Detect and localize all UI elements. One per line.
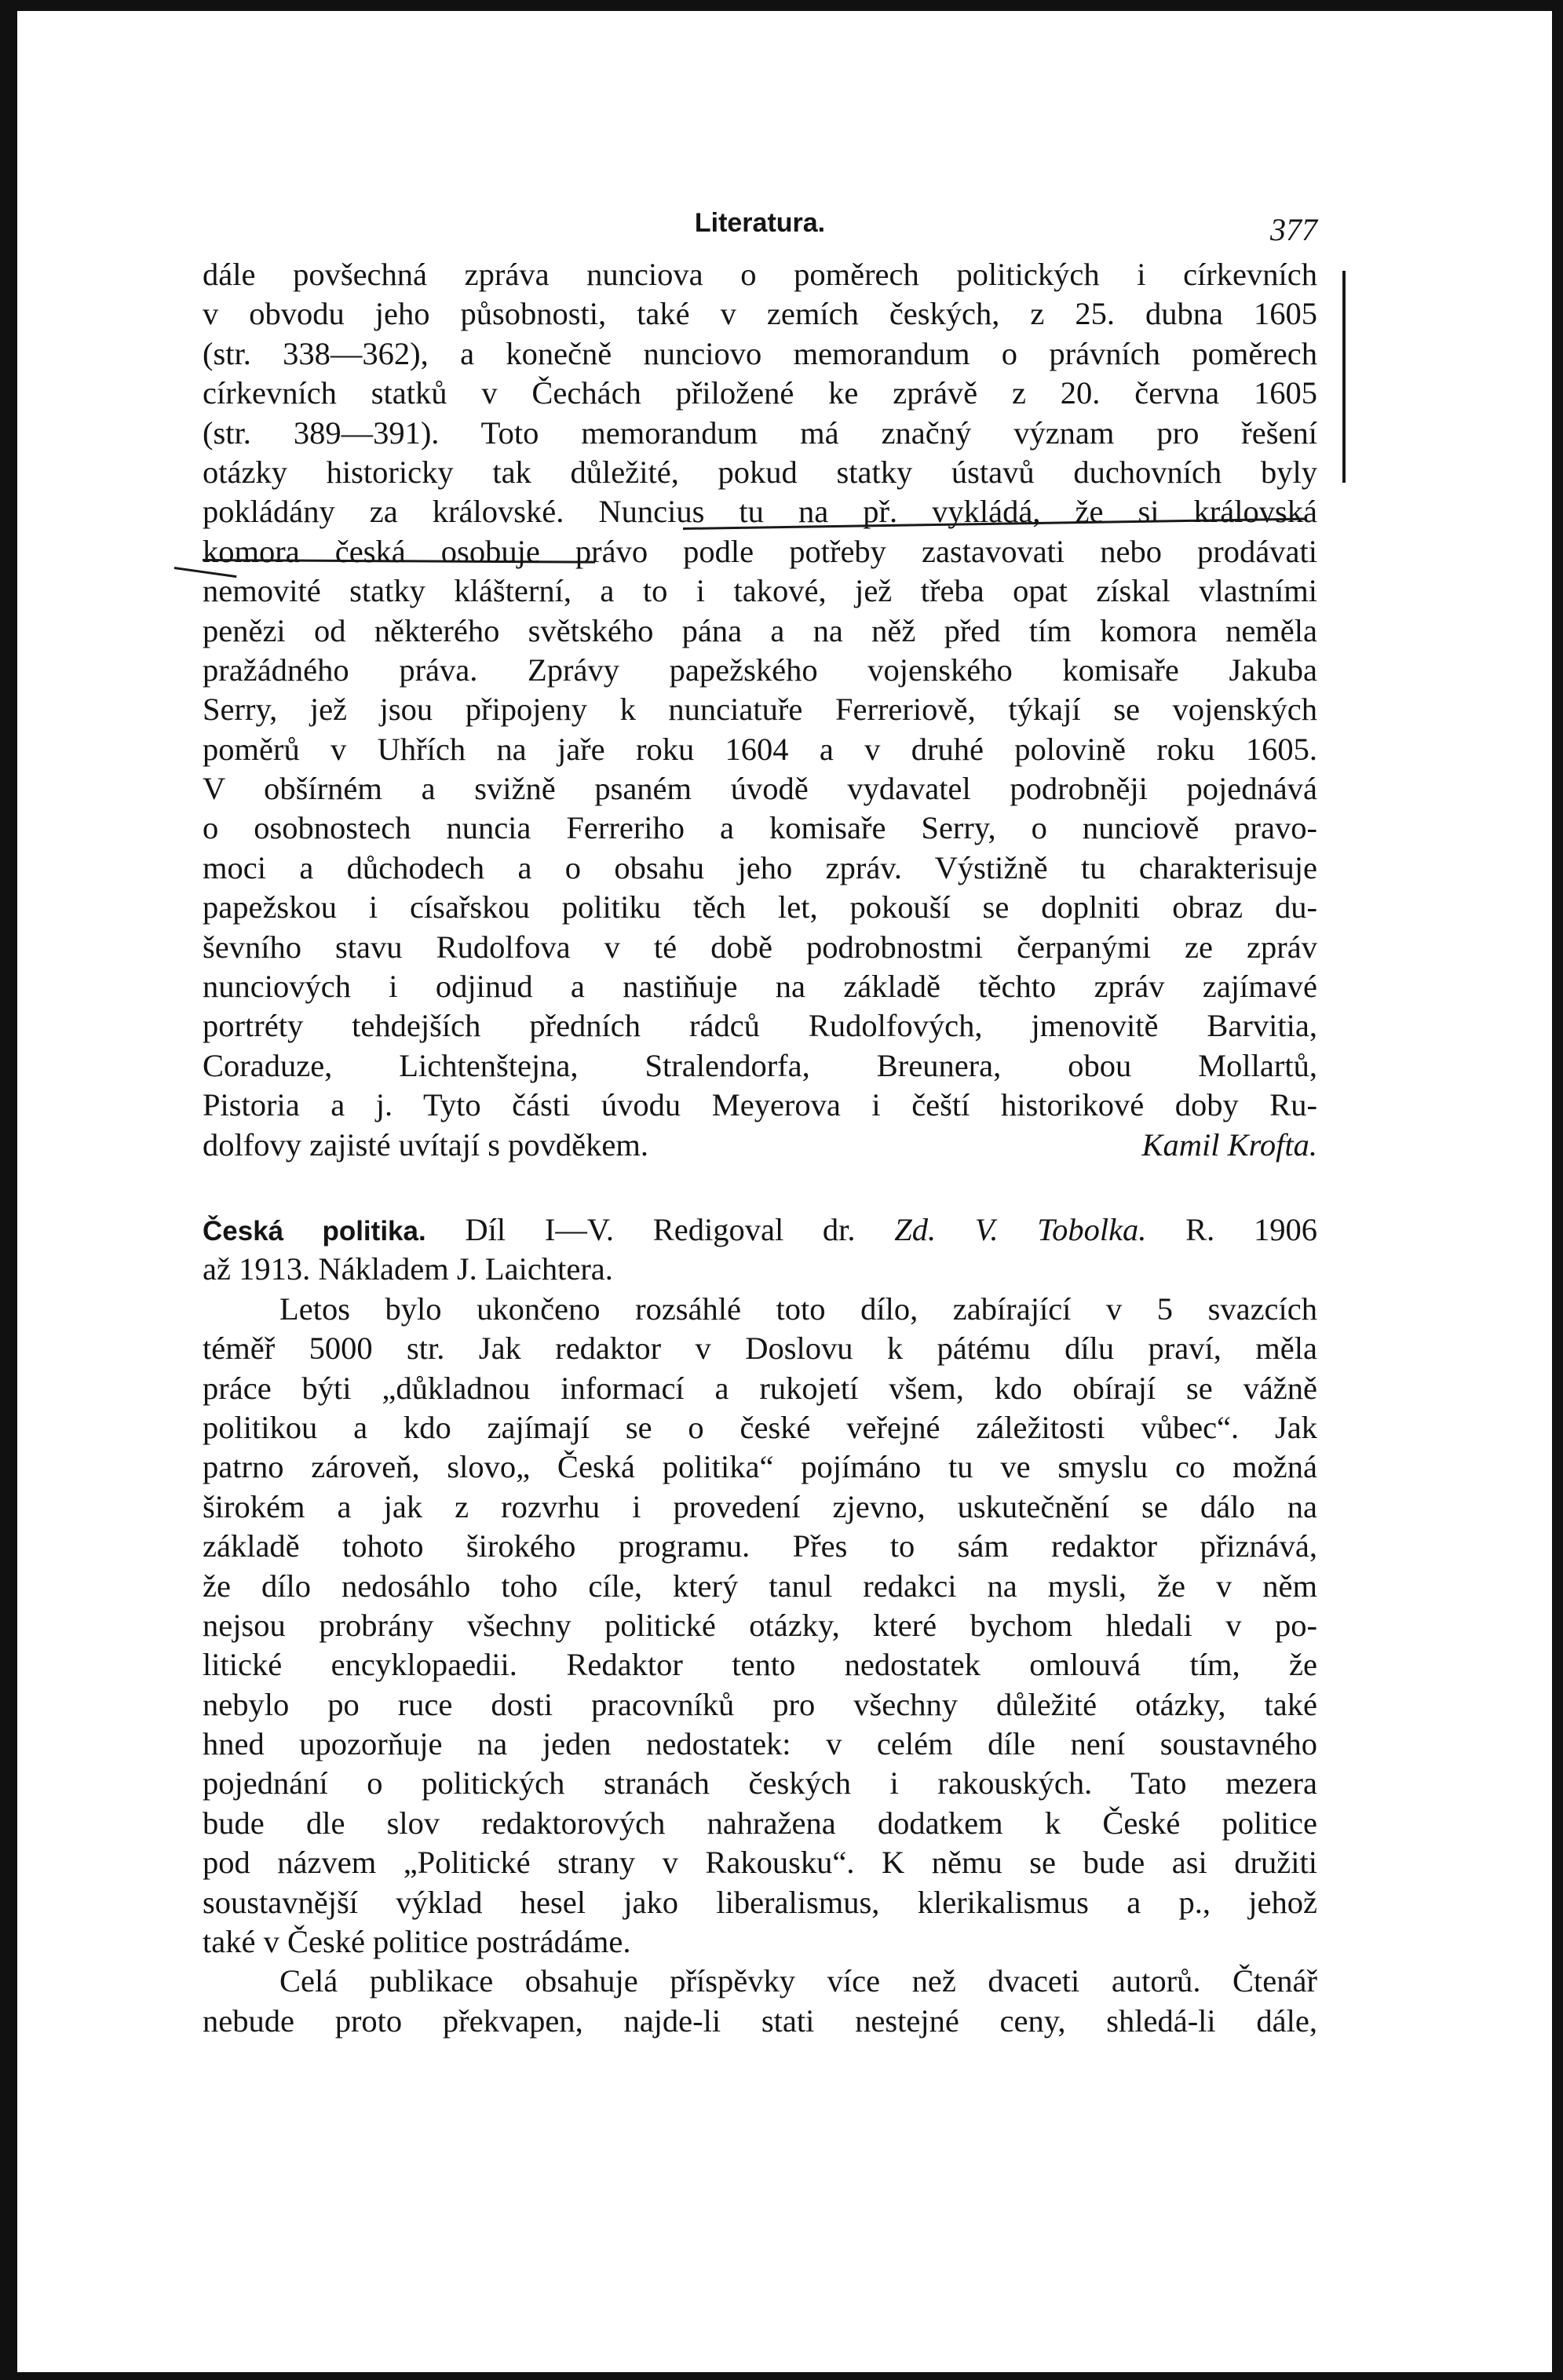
review-kamil-krofta — [203, 255, 1317, 1165]
text-line: Pistoria a j. Tyto části úvodu Meyerova i čeští historikové doby Ru- — [203, 1087, 1317, 1123]
text-line: penězi od některého světského pána a na něž před tím komora neměla — [203, 612, 1317, 648]
scan-border-top — [0, 0, 1563, 11]
text-line: Serry, jež jsou připojeny k nunciatuře Ferreriově, týkají se vojenských — [203, 692, 1317, 728]
text-line: také v České politice postrádáme. — [203, 1924, 631, 1960]
text-line: pod názvem „Politické strany v Rakousku“. K němu se bude asi družiti — [203, 1845, 1317, 1881]
reviewer-signature: Kamil Krofta. — [1141, 1126, 1317, 1163]
text-line: nemovité statky klášterní, a to i takové, jež třeba opat získal vlastními — [203, 573, 1317, 609]
entry-title: Česká politika. — [203, 1215, 426, 1247]
signature-line — [203, 1126, 1317, 1165]
text-line: (str. 389—391). Toto memorandum má značný význam pro řešení — [203, 414, 1317, 451]
text-line: politikou a kdo zajímají se o české veřejné záležitosti vůbec“. Jak — [203, 1409, 1317, 1445]
text-line: nunciových i odjinud a nastiňuje na základě těchto zpráv zajímavé — [203, 969, 1317, 1005]
entry-heading-line — [203, 1210, 1317, 1250]
text-line: papežskou i císařskou politiku těch let, pokouší se doplniti obraz du- — [203, 889, 1317, 925]
text-line: téměř 5000 str. Jak redaktor v Doslovu k pátému dílu praví, měla — [203, 1331, 1317, 1367]
text-line: základě tohoto širokého programu. Přes to sám redaktor přiznává, — [203, 1528, 1317, 1564]
text-line: bude dle slov redaktorových nahražena dodatkem k České politice — [203, 1805, 1317, 1841]
text-line: hned upozorňuje na jeden nedostatek: v celém díle není soustavného — [203, 1726, 1317, 1762]
running-title: Literatura. — [694, 208, 826, 238]
text-line: Celá publikace obsahuje příspěvky více než dvaceti autorů. Čtenář — [279, 1963, 1317, 1999]
text-line: širokém a jak z rozvrhu i provedení zjevno, uskutečnění se dálo na — [203, 1488, 1317, 1524]
text-line: nejsou probrány všechny politické otázky, které bychom hledali v po- — [203, 1607, 1317, 1643]
text-line: otázky historicky tak důležité, pokud statky ústavů duchovních byly — [203, 454, 1317, 490]
text-line: že dílo nedosáhlo toho cíle, který tanul redakci na mysli, že v něm — [203, 1568, 1317, 1604]
entry-heading-text: R. 1906 — [1146, 1211, 1317, 1247]
text-line: pokládány za královské. Nuncius tu na př. vykládá, že si královská — [203, 494, 1317, 530]
running-head — [203, 200, 1317, 255]
book-page — [203, 200, 1317, 2041]
text-line: pražádného práva. Zprávy papežského vojenského komisaře Jakuba — [203, 652, 1317, 688]
text-line: Letos bylo ukončeno rozsáhlé toto dílo, zabírající v 5 svazcích — [279, 1290, 1317, 1327]
text-line: práce býti „důkladnou informací a rukojetí všem, kdo obírají se vážně — [203, 1370, 1317, 1406]
text-line: moci a důchodech a o obsahu jeho zpráv. Výstižně tu charakterisuje — [203, 849, 1317, 885]
text-line: pojednání o politických stranách českých i rakouských. Tato mezera — [203, 1765, 1317, 1801]
text-line: V obšírném a svižně psaném úvodě vydavatel podrobněji pojednává — [203, 771, 1317, 807]
scan-border-bottom — [0, 2372, 1563, 2380]
text-line: Coraduze, Lichtenštejna, Stralendorfa, Breunera, obou Mollartů, — [203, 1047, 1317, 1083]
text-line: církevních statků v Čechách přiložené ke zprávě z 20. června 1605 — [203, 375, 1317, 411]
text-line: dále povšechná zpráva nunciova o poměrech politických i církevních — [203, 257, 1317, 292]
entry-heading-text: Díl I—V. Redigoval dr. — [425, 1211, 895, 1247]
text-line: (str. 338—362), a konečně nunciovo memorandum o právních poměrech — [203, 335, 1317, 371]
text-line: litické encyklopaedii. Redaktor tento nedostatek omlouvá tím, že — [203, 1647, 1317, 1683]
entry-editor: Zd. V. Tobolka. — [894, 1211, 1147, 1247]
text-line: poměrů v Uhřích na jaře roku 1604 a v druhé polovině roku 1605. — [203, 731, 1317, 767]
entry-heading-line: až 1913. Nákladem J. Laichtera. — [203, 1251, 613, 1287]
page-number: 377 — [1270, 212, 1317, 247]
text-line: nebylo po ruce dosti pracovníků pro všechny důležité otázky, také — [203, 1686, 1317, 1722]
scan-border-left — [0, 0, 17, 2380]
review-ceska-politika — [203, 1210, 1317, 2041]
text-line: v obvodu jeho působnosti, také v zemích českých, z 25. dubna 1605 — [203, 296, 1317, 332]
text-line-end: dolfovy zajisté uvítají s povděkem. — [203, 1126, 649, 1163]
text-line: komora česká osobuje právo podle potřeby zastavovati nebo prodávati — [203, 533, 1317, 569]
text-line: patrno zároveň, slovo„ Česká politika“ pojímáno tu ve smyslu co možná — [203, 1449, 1317, 1485]
text-line: soustavnější výklad hesel jako liberalismus, klerikalismus a p., jehož — [203, 1884, 1317, 1920]
text-line: nebude proto překvapen, najde-li stati nestejné ceny, shledá-li dále, — [203, 2002, 1317, 2039]
scan-border-right — [1552, 0, 1563, 2380]
section-gap — [203, 1165, 1317, 1210]
margin-marking — [1342, 271, 1346, 483]
text-line: o osobnostech nuncia Ferreriho a komisaře Serry, o nunciově pravo- — [203, 810, 1317, 846]
text-line: portréty tehdejších předních rádců Rudolfových, jmenovitě Barvitia, — [203, 1008, 1317, 1044]
text-line: ševního stavu Rudolfova v té době podrobnostmi čerpanými ze zpráv — [203, 929, 1317, 965]
